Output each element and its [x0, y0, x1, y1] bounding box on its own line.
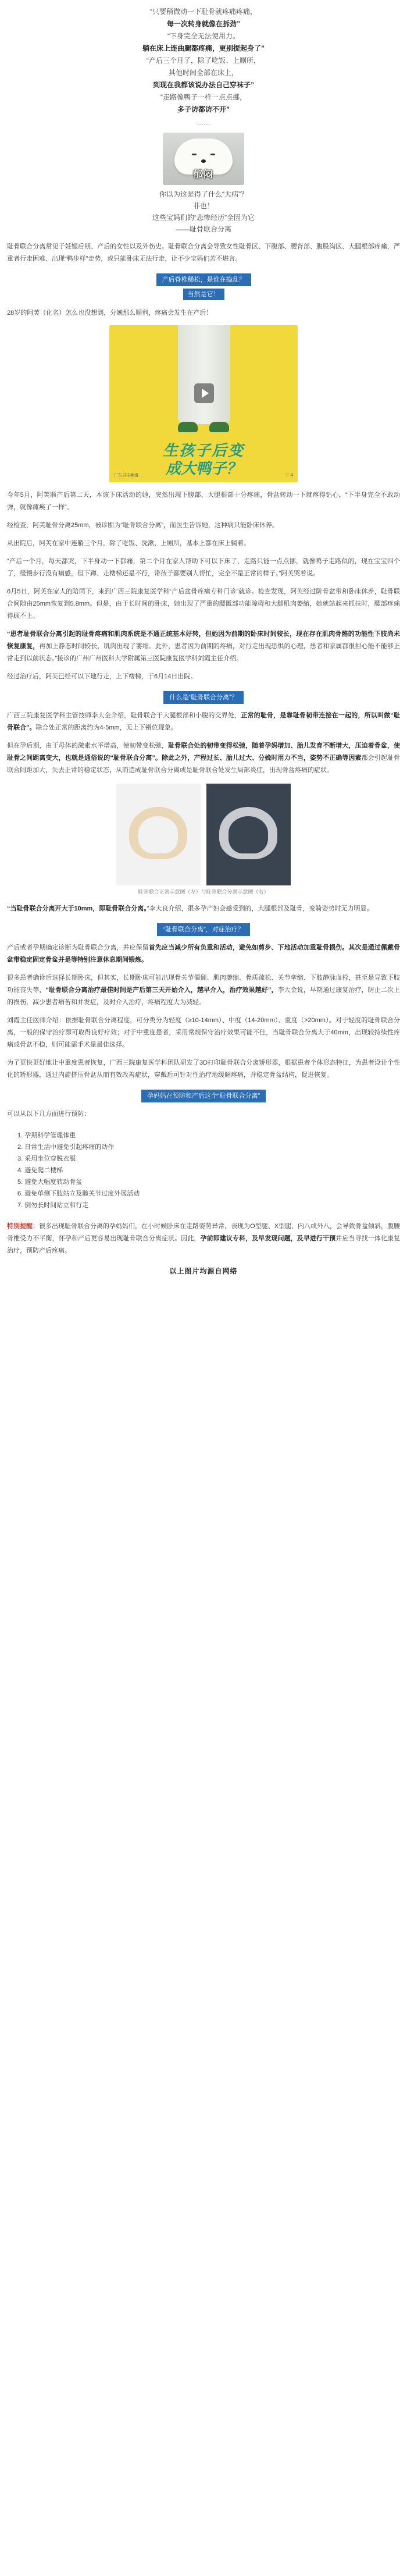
paragraph-bold: 正常的耻骨，是靠耻骨韧带连接在一起的，所以叫做“耻骨联合”。 [7, 712, 400, 731]
paragraph-bold: “耻骨联合分离治疗最佳时间是产后第三天开始介入，越早介入，治疗效果越好”， [45, 986, 278, 994]
list-item: 4. 避免爬二楼梯 [17, 1166, 63, 1174]
quote-line: 到现在我都该说办法自己穿袜子” [152, 81, 254, 89]
paragraph-bold: 也就是通俗说的“耻骨联合分离”。 [65, 755, 162, 762]
dog-eye [210, 154, 215, 155]
video-slipper [209, 422, 229, 432]
paragraph-text: 再加上静态时间较长，肌肉出现了萎缩。此外，患者因为前期的疼痛，对行走出现恐惧的心理，患者和家属都很担心能不能够正常走到以前状态。 [7, 643, 401, 662]
paragraph: 经检查，阿芙耻骨分离25mm，被诊断为“耻骨联合分离”，而医生告诉她，这种病只能卧床休养。 [7, 522, 279, 529]
paragraph-bold: 除此之外，产程过长、胎儿过大、分娩时用力不当，姿势不正确等因素 [162, 755, 362, 762]
list-item: 1. 孕期科学管理体重 [17, 1132, 76, 1139]
quote-line: 每一次转身就像在拆劲” [166, 20, 240, 28]
paragraph-bold: 耻骨联合处的韧带变得松弛，随着孕妈增加、胎儿发育不断增大，压迫着骨盆，使耻骨之间距离变大， [7, 742, 401, 762]
paragraph [0, 710, 407, 734]
quote-line: 其他时间全部在床上， [168, 69, 238, 77]
paragraph-text: 很多患者确诊后选择长期卧床，但其实，长期卧床可能出现骨关节僵硬、肌肉萎缩、骨质疏松、关节挛缩、下肢静脉血栓，甚至是导致下肢功能丧失等， [7, 974, 400, 994]
paragraph-bold: “患者耻骨联合分离引起的耻骨疼痛和肌肉系统是不通正统基本好转， [7, 631, 205, 638]
paragraph-text: 很多出现耻骨联合分离的孕妈妈们，在小时候卧床在走路姿势异常，表现为O型腿、X型腿、内八或外八，会导致骨盆倾斜，腹腰骨椎受力不平衡，怀孕和产后更容易出现耻骨联合分离症状。因此， [7, 1222, 401, 1242]
video-player[interactable] [109, 325, 298, 482]
figure-caption: 耻骨联合正常示意图（左）与耻骨联合分离示意图（右） [138, 889, 269, 895]
intro-after [0, 188, 407, 235]
play-icon[interactable] [194, 383, 214, 403]
intro-after-line: 非也！ [192, 202, 214, 210]
quote-line: “走路像鸭子一样一点点挪， [160, 93, 247, 101]
pelvis-separated-image [206, 784, 291, 885]
reminder-label: 特别提醒： [7, 1222, 40, 1230]
intro-after-line: 你以为这是得了什么“大病”？ [159, 190, 248, 198]
paragraph: 从出院后，阿芙在家中连躺三个月，除了吃饭、洗漱、上厕所，基本上都在床上躺着。 [7, 540, 250, 547]
paragraph [0, 972, 407, 1009]
paragraph-text: 但在孕后期，由于母体的激素水平增高，使韧带变松弛， [7, 742, 169, 749]
paragraph-text: 产后或者孕期确定诊断为耻骨联合分离，并应保留 [7, 944, 149, 951]
section-banner-sub: 当然是它！ [183, 289, 224, 300]
list-item: 6. 避免单侧下肢站立及髋关节过度外展活动 [17, 1190, 140, 1197]
paragraph-bold: 但她因为前期的卧床时间较长，现在存在肌肉骨骼的功能性下肢尚未恢复康复， [7, 631, 401, 650]
video-source: 广东卫生频道 [114, 473, 138, 478]
prevention-list [0, 1126, 407, 1215]
quote-line: “产后三个月了，除了吃饭、上厕所， [147, 56, 260, 65]
quote-line: “下身完全无法使用力。 [167, 32, 240, 40]
paragraph: 经过治疗后，阿芙已经可以下地行走，上下楼梯，于6月14日出院。 [7, 673, 197, 680]
paragraph: 为了更快更好地让中重度患者恢复，广西三院康复医学科团队研发了3D打印耻骨联合分离矫形器，根据患者个体形态特征，为患者设计个性化的矫形器，通过内旋挤压骨盆从而有效改善症状，穿戴后可针对性治疗地缓解疼痛，并稳定骨盆结构，促进恢复。 [7, 1059, 400, 1079]
quote-line: 多子访都访不开” [177, 105, 230, 113]
paragraph-text: 联合处正常的距离约为4-5mm，无上下错位现象。 [35, 724, 177, 731]
paragraph: 可以从以下几方面进行预防： [7, 1110, 90, 1118]
paragraph: 28岁的阿芙（化名）怎么也没想到，分娩那么顺利，疼痛会发生在产后！ [7, 309, 213, 316]
quote-line: “只要稍微动一下耻骨就疼痛疼痛， [150, 8, 257, 16]
dog-eye [192, 154, 197, 155]
paragraph: 刘霞主任医师介绍：依据耻骨联合分离程度，可分类分为轻度（≥10-14mm）、中度（14-20mm）、重度（>20mm）。对于轻度的耻骨联合分离，一般的保守治疗即可取得良好疗效；对于中重度患者，采用常规保守治疗效果可能不佳，当耻骨联合分离大于40mm，出现较持续性疼痛或骨盆不稳，则可能需手术是最佳选择。 [7, 1016, 400, 1048]
video-title-line2: 成大鸭子？ [165, 460, 241, 477]
list-item: 7. 倒勿长时间站立和行走 [17, 1201, 89, 1209]
pelvis-shape [129, 807, 187, 859]
paragraph-text: ”接诊的广州广州医科大学附属第三医院康复医学科刘霞主任介绍。 [55, 655, 243, 662]
list-item: 5. 避免大幅度转动骨盆 [17, 1178, 83, 1186]
intro-after-line: ——耻骨联合分离 [175, 225, 231, 233]
ellipsis: …… [197, 119, 210, 127]
paragraph-text: 李大金说，早期通过康复治疗，防止二次上的损伤，减少患者痛苦和并发症，及时介入治疗，疼痛程度大为减轻。 [7, 986, 401, 1006]
pelvis-comparison-figure [116, 784, 291, 885]
paragraph-text: ”李大良介绍，很多孕产妇会感受到的，大腿根部及耻骨，变骑姿势时无力明显。 [147, 905, 373, 912]
like-count: 4 [290, 472, 293, 478]
dog-nose [201, 159, 206, 163]
paragraph [0, 942, 407, 966]
list-item: 2. 日常生活中避免引起疼痛的动作 [17, 1143, 115, 1151]
paragraph: 耻骨联合分离常见于妊娠后期、产后的女性以及外伤史。耻骨联合分离会导致女性耻骨区、下腹部、腰背部、腹股沟区、大腿根部疼痛，严重者行走困难、出现“鸭步样”走势，或只能卧床无法行走，让不少宝妈们苦不堪言。 [7, 243, 400, 262]
list-item: 3. 采用坐位穿脱衣服 [17, 1155, 76, 1162]
intro-quote [0, 0, 407, 129]
section-banner: 产后脊椎稀松，是谁在捣乱？ [156, 273, 251, 286]
paragraph: “产后一个月，每天都哭，下半身动一下都痛，第二个月在家人帮助下可以下床了，走路只能一点点挪，就像鸭子走路似的，现在宝宝四个了，缓慢步行没有痛感，但下蹲、走楼梯还是不行，带孩子都要别人帮忙，完全不是正常的样子。”阿芙哭着说。 [7, 558, 400, 577]
paragraph-text: 广西三院康复医学科主管技师李大金介绍，耻骨联合于大腿根部和小腹的交界处， [7, 712, 241, 719]
video-legs-image [178, 325, 230, 424]
photo-caption: 郁闷 [192, 170, 214, 180]
sad-dog-photo [163, 133, 244, 185]
quote-line: 躺在床上连曲腿都疼痛，更别提起身了” [142, 44, 265, 52]
paragraph-bold: 首先应当减少所有负重和活动，避免如剪步、下地活动加重耻骨损伤。其次是通过佩戴骨盆带稳定固定骨盆并是等特别注意休息期间锻炼。 [7, 944, 401, 963]
paragraph-text: 并应当寻找一体化康复治疗，预防产后疼痛。 [7, 1234, 400, 1254]
intro-after-line: 这些宝妈们的“悲惨经历”全因为它 [152, 214, 255, 222]
section-banner: 什么是“耻骨联合分离”？ [163, 691, 243, 704]
paragraph [0, 740, 407, 777]
video-like-count[interactable]: ♡ 4 [285, 472, 293, 478]
paragraph-text: 都会引起耻骨联合间距加大，失去正常的稳定状态，从而造成耻骨联合分离或是耻骨联合处发生局部炎症，出现骨盆疼痛的症状。 [7, 755, 401, 774]
paragraph: 今年5月，阿芙顺产后第二天，本该下床活动的她，突然出现下腹部、大腿根部十分疼痛，骨盆转动一下就疼得钻心，“下半身完全不敢动弹，就像瘫痪了一样”。 [7, 492, 400, 511]
paragraph-bold: 孕前即建议专科，及早发现问题，及早进行干预 [200, 1234, 336, 1242]
section-banner: “耻骨联合分离”，对症治疗？ [157, 923, 249, 936]
paragraph [0, 1221, 407, 1257]
section-banner: 孕妈妈在预防和产后这个“耻骨联合分离” [141, 1090, 266, 1102]
video-title-line1: 生孩子后变 [162, 442, 244, 459]
pelvis-normal-image [116, 784, 201, 885]
paragraph-bold: “当耻骨联合分离开大于10mm，即耻骨联合分离。 [7, 905, 147, 912]
pelvis-shape [219, 807, 277, 859]
paragraph [0, 903, 407, 915]
image-source-note: 以上图片均源自网络 [169, 1266, 238, 1275]
paragraph [0, 628, 407, 665]
paragraph: 6月5日，阿芙在家人的陪同下，来到广西三院康复医学科“产后盆骨疼痛专科门诊”就诊。检查发现，阿芙经过阶骨盆带和卧床休养，耻骨联合间隙由25mm恢复到5.8mm。但是，由于长时间的卧床，她出现了严重的腰骶部功能障碍和大腿肌肉萎缩，她就站起来抓扶时，腰部疼痛得顾不上。 [7, 588, 400, 620]
video-slipper [178, 422, 198, 432]
